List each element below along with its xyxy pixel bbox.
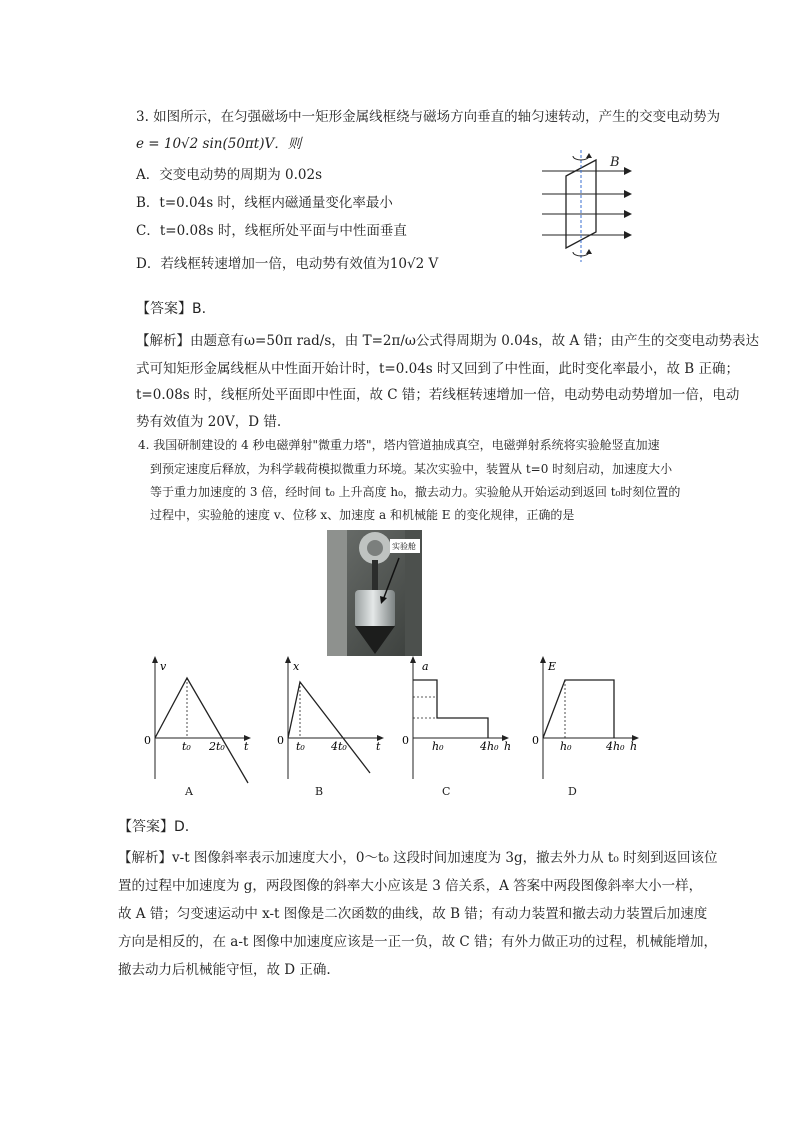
graph-c-xlabel: h: [504, 740, 512, 753]
q3-analysis-line1: 【解析】由题意有ω=50π rad/s，由 T=2π/ω公式得周期为 0.04s，故 A 错；由产生的交变电动势表达: [136, 333, 760, 349]
q3-stem-line1: 3. 如图所示，在匀强磁场中一矩形金属线框绕与磁场方向垂直的轴匀速转动，产生的交变电动势为: [136, 109, 721, 125]
graph-d-tick2: 4h₀: [606, 740, 625, 753]
graph-a-ylabel: v: [160, 660, 167, 673]
graph-d-caption: D: [568, 785, 577, 798]
q4-stem-line2: 到预定速度后释放，为科学载荷模拟微重力环境。某次实验中，装置从 t=0 时刻启动，加速度大小: [150, 462, 673, 476]
q4-stem-line1: 4. 我国研制建设的 4 秒电磁弹射"微重力塔"，塔内管道抽成真空，电磁弹射系统将实验舱竖直加速: [138, 438, 660, 452]
graph-b-tick1: t₀: [296, 740, 305, 753]
graph-d-tick1: h₀: [560, 740, 572, 753]
q3-option-a: A．交变电动势的周期为 0.02s: [136, 167, 323, 183]
graph-a-tick1: t₀: [182, 740, 191, 753]
graph-a-tick2: 2t₀: [209, 740, 225, 753]
graph-b-caption: B: [315, 785, 324, 798]
q4-stem-line3: 等于重力加速度的 3 倍，经时间 t₀ 上升高度 h₀，撤去动力。实验舱从开始运动到返回 t₀时刻位置的: [150, 485, 681, 499]
q4-stem-line4: 过程中，实验舱的速度 v、位移 x、加速度 a 和机械能 E 的变化规律，正确的是: [150, 508, 575, 522]
graph-c-ylabel: a: [422, 660, 429, 673]
graph-d-origin: 0: [532, 734, 539, 747]
q3-option-c: C．t=0.08s 时，线框所处平面与中性面垂直: [136, 223, 407, 239]
capsule-photo: [327, 530, 422, 656]
q4-analysis-line3: 故 A 错；匀变速运动中 x-t 图像是二次函数的曲线，故 B 错；有动力装置和撤去动力装置后加速度: [118, 906, 708, 922]
graph-d: [530, 655, 648, 785]
rotating-frame-figure: [538, 150, 638, 265]
graph-b-tick2: 4t₀: [331, 740, 347, 753]
graph-c-caption: C: [442, 785, 451, 798]
capsule-label: 实验舱: [392, 542, 416, 551]
graph-a: [142, 655, 260, 785]
field-label-b: B: [610, 155, 620, 170]
graph-d-ylabel: E: [548, 660, 557, 673]
graph-c-tick2: 4h₀: [480, 740, 499, 753]
graph-b-ylabel: x: [293, 660, 300, 673]
q4-answer: 【答案】D.: [118, 819, 190, 835]
q3-answer: 【答案】B.: [136, 301, 207, 317]
graph-b: [275, 655, 393, 785]
q3-analysis-line3: t=0.08s 时，线框所处平面即中性面，故 C 错；若线框转速增加一倍，电动势电动势增加一倍，电动: [136, 387, 740, 403]
q3-option-b: B．t=0.04s 时，线框内磁通量变化率最小: [136, 195, 393, 211]
graph-b-origin: 0: [277, 734, 284, 747]
graph-d-xlabel: h: [630, 740, 638, 753]
graph-b-xlabel: t: [376, 740, 381, 753]
graph-c-origin: 0: [402, 734, 409, 747]
q4-analysis-line2: 置的过程中加速度为 g，两段图像的斜率大小应该是 3 倍关系，A 答案中两段图像斜率大小一样，: [118, 878, 703, 894]
q4-analysis-line4: 方向是相反的，在 a-t 图像中加速度应该是一正一负，故 C 错；有外力做正功的过程，机械能增加，: [118, 934, 718, 950]
graph-a-xlabel: t: [244, 740, 249, 753]
graph-a-caption: A: [185, 785, 193, 798]
q3-analysis-line4: 势有效值为 20V，D 错.: [136, 414, 282, 430]
graph-c: [400, 655, 518, 785]
q4-analysis-line1: 【解析】v-t 图像斜率表示加速度大小，0～t₀ 这段时间加速度为 3g，撤去外力从 t₀ 时刻到返回该位: [118, 850, 718, 866]
q3-stem-line2: e = 10√2 sin(50πt)V．则: [136, 136, 302, 152]
graph-a-origin: 0: [144, 734, 151, 747]
q4-analysis-line5: 撤去动力后机械能守恒，故 D 正确.: [118, 962, 331, 978]
q3-analysis-line2: 式可知矩形金属线框从中性面开始计时，t=0.04s 时又回到了中性面，此时变化率最小，故 B 正确；: [136, 361, 740, 377]
q3-option-d: D．若线框转速增加一倍，电动势有效值为10√2 V: [136, 256, 439, 272]
graph-c-tick1: h₀: [432, 740, 444, 753]
